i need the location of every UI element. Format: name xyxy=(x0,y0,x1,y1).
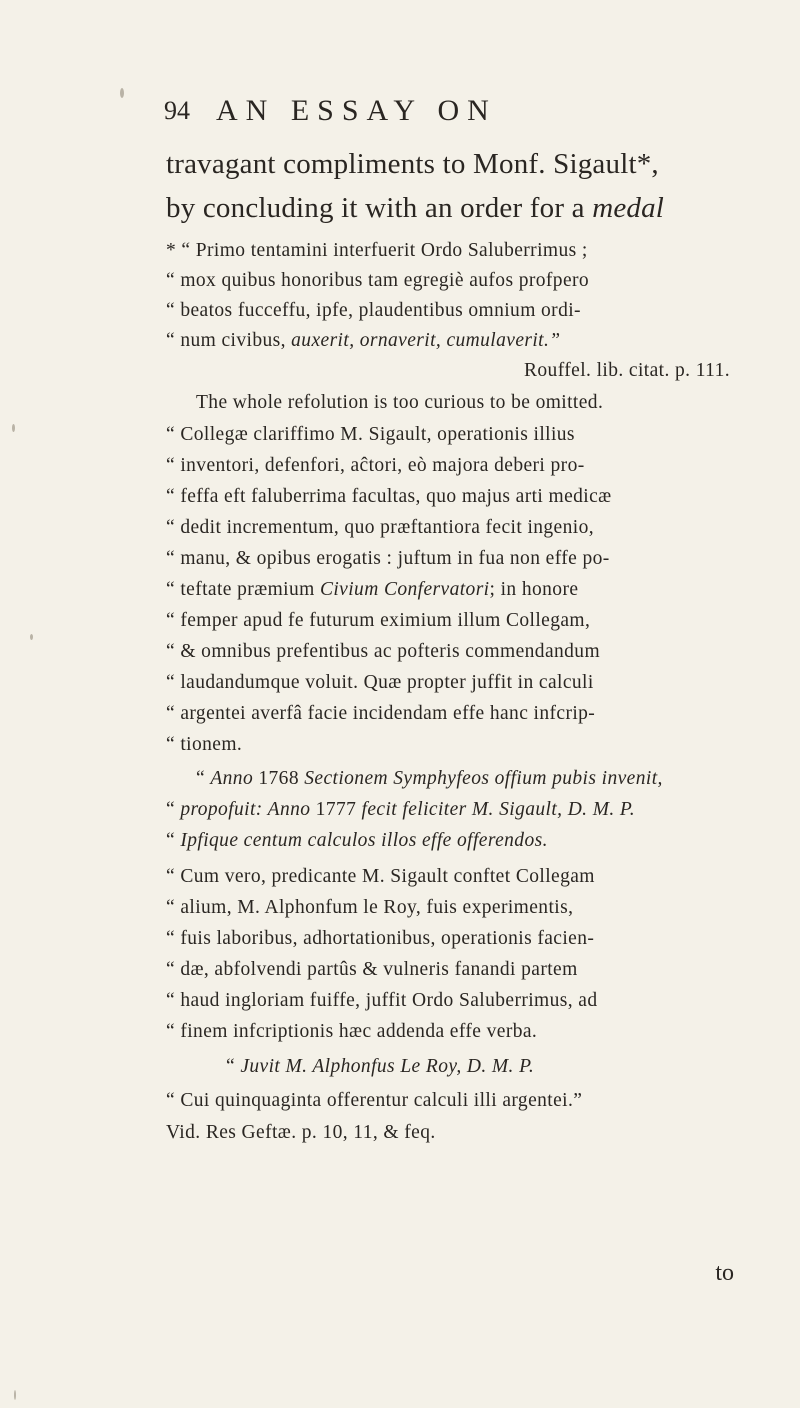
inscription-italic: Anno xyxy=(210,768,254,789)
second-inscription xyxy=(226,1056,796,1078)
inscription-line xyxy=(166,830,736,852)
closing-line: “ Cum vero, predicante M. Sigault conftet Collegam xyxy=(166,866,595,887)
closing-line: “ fuis laboribus, adhortationibus, operationis facien- xyxy=(166,928,595,949)
inscription-italic: Juvit M. Alphonfus Le Roy, D. M. P. xyxy=(240,1056,535,1077)
resolution-line: “ & omnibus prefentibus ac pofteris commendandum xyxy=(166,641,601,662)
footnote-line: “ mox quibus honoribus tam egregiè aufos profpero xyxy=(166,270,590,291)
closing-line: “ finem infcriptionis hæc addenda effe verba. xyxy=(166,1021,538,1042)
medal-word: medal xyxy=(592,192,665,224)
running-head: AN ESSAY ON xyxy=(216,94,497,127)
body-text: by concluding it with an order for a xyxy=(166,192,593,224)
quote-mark: “ xyxy=(166,830,181,851)
civium-italic: Civium Confervatori xyxy=(319,579,490,600)
inscription-italic: Ipfique centum calculos illos effe offerendos. xyxy=(180,830,548,851)
paper-blemish xyxy=(120,88,124,98)
resolution-line: “ argentei averfâ facie incidendam effe hanc infcrip- xyxy=(166,703,596,724)
resolution-text: ; in honore xyxy=(489,579,579,600)
footnote-line xyxy=(166,330,736,352)
quote-mark: “ xyxy=(166,799,181,820)
inscription-year: 1777 xyxy=(310,799,362,820)
page-header xyxy=(164,96,704,140)
footnote-italic: auxerit, ornaverit, cumulaverit.” xyxy=(291,330,561,351)
citation: Rouffel. lib. citat. p. 111. xyxy=(524,360,730,381)
paper-blemish xyxy=(30,634,33,640)
footnote-line: “ beatos fucceffu, ipfe, plaudentibus omnium ordi- xyxy=(166,300,581,321)
resolution-line: “ feffa eft faluberrima facultas, quo majus arti medicæ xyxy=(166,486,612,507)
inscription-italic: Sectionem Symphyfeos offium pubis invenit, xyxy=(304,768,663,789)
resolution-line: The whole refolution is too curious to be omitted. xyxy=(196,392,604,413)
closing-line: “ haud ingloriam fuiffe, juffit Ordo Saluberrimus, ad xyxy=(166,990,598,1011)
final-line: “ Cui quinquaginta offerentur calculi illi argentei.” xyxy=(166,1090,583,1111)
resolution-line: “ femper apud fe futurum eximium illum Collegam, xyxy=(166,610,591,631)
footnote-text: “ num civibus, xyxy=(166,330,292,351)
closing-line: “ alium, M. Alphonfum le Roy, fuis experimentis, xyxy=(166,897,574,918)
vid-reference: Vid. Res Geftæ. p. 10, 11, & feq. xyxy=(166,1122,436,1143)
footnote-line: * “ Primo tentamini interfuerit Ordo Saluberrimus ; xyxy=(166,240,588,261)
resolution-line: “ dedit incrementum, quo præftantiora fecit ingenio, xyxy=(166,517,595,538)
page-number: 94 xyxy=(164,96,190,125)
body-text-line xyxy=(166,192,664,225)
closing-line: “ dæ, abfolvendi partûs & vulneris fanandi partem xyxy=(166,959,578,980)
inscription-italic: fecit feliciter M. Sigault, D. M. P. xyxy=(361,799,635,820)
resolution-line xyxy=(166,579,736,601)
quote-mark: “ xyxy=(226,1056,241,1077)
resolution-line: “ manu, & opibus erogatis : juftum in fua non effe po- xyxy=(166,548,610,569)
quote-mark: “ xyxy=(196,768,211,789)
inscription-italic: propofuit: Anno xyxy=(180,799,311,820)
resolution-line: “ tionem. xyxy=(166,734,243,755)
paper-blemish xyxy=(12,424,15,432)
paper-blemish xyxy=(14,1390,16,1400)
inscription-line xyxy=(196,768,766,790)
resolution-line: “ laudandumque voluit. Quæ propter juffit in calculi xyxy=(166,672,594,693)
resolution-line: “ Collegæ clariffimo M. Sigault, operationis illius xyxy=(166,424,575,445)
catchword: to xyxy=(715,1260,734,1286)
inscription-line xyxy=(166,799,736,821)
resolution-text: “ teftate præmium xyxy=(166,579,320,600)
inscription-year: 1768 xyxy=(253,768,305,789)
resolution-line: “ inventori, defenfori, aĉtori, eò majora deberi pro- xyxy=(166,455,585,476)
body-text-line: travagant compliments to Monf. Sigault*, xyxy=(166,148,659,180)
